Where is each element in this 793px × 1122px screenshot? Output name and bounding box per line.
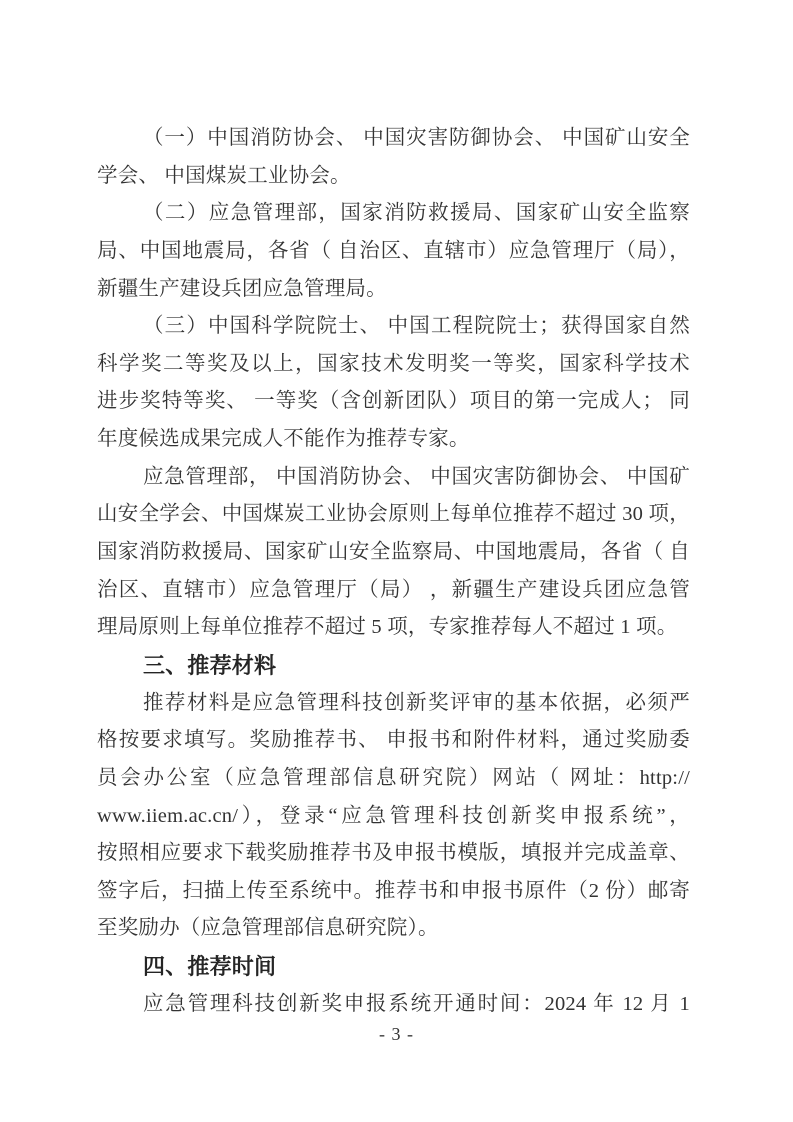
para-6-line-1: 应急管理科技创新奖申报系统开通时间：2024 年 12 月 1 [143, 992, 690, 1015]
para-4-line-1: 应急管理部， 中国消防协会、 中国灾害防御协会、 中国矿 [143, 465, 690, 488]
document-body [97, 120, 690, 1023]
section-heading-schedule: 四、推荐时间 [143, 954, 277, 980]
para-5-line-1: 推荐材料是应急管理科技创新奖评审的基本依据，必须严 [143, 691, 690, 714]
para-3-line-1: （三）中国科学院院士、 中国工程院院士；获得国家自然 [143, 315, 690, 338]
para-5-line-5: 按照相应要求下载奖励推荐书及申报书模版，填报并完成盖章、 [97, 842, 690, 865]
para-3-line-3: 进步奖特等奖、 一等奖（含创新团队）项目的第一完成人； 同 [97, 390, 690, 413]
section-heading-materials: 三、推荐材料 [143, 652, 277, 678]
para-4-line-2: 山安全学会、中国煤炭工业协会原则上每单位推荐不超过 30 项， [97, 503, 690, 526]
para-5-line-3: 员会办公室（应急管理部信息研究院）网站（ 网址：http:// [97, 766, 690, 789]
para-3-line-4: 年度候选成果完成人不能作为推荐专家。 [97, 428, 470, 451]
para-5-line-2: 格按要求填写。奖励推荐书、 申报书和附件材料，通过奖励委 [97, 729, 690, 752]
para-4-line-5: 理局原则上每单位推荐不超过 5 项，专家推荐每人不超过 1 项。 [97, 616, 678, 639]
para-2-line-2: 局、中国地震局，各省（ 自治区、直辖市）应急管理厅（局）， [97, 239, 690, 262]
para-1-line-2: 学会、 中国煤炭工业协会。 [97, 164, 351, 187]
page-number: - 3 - [379, 1024, 414, 1044]
para-5-line-6: 签字后，扫描上传至系统中。推荐书和申报书原件（2 份）邮寄 [97, 879, 690, 902]
para-5-line-4: www.iiem.ac.cn/），登录“应急管理科技创新奖申报系统”， [97, 804, 690, 827]
para-4-line-3: 国家消防救援局、国家矿山安全监察局、中国地震局，各省（ 自 [97, 541, 690, 564]
para-1-line-1: （一）中国消防协会、 中国灾害防御协会、 中国矿山安全 [143, 127, 690, 149]
para-3-line-2: 科学奖二等奖及以上，国家技术发明奖一等奖，国家科学技术 [97, 352, 690, 375]
para-2-line-1: （二）应急管理部，国家消防救援局、国家矿山安全监察 [143, 202, 690, 225]
para-5-line-7: 至奖励办（应急管理部信息研究院）。 [97, 917, 439, 940]
para-4-line-4: 治区、直辖市）应急管理厅（局） ，新疆生产建设兵团应急管 [97, 578, 690, 601]
para-2-line-3: 新疆生产建设兵团应急管理局。 [97, 277, 387, 300]
